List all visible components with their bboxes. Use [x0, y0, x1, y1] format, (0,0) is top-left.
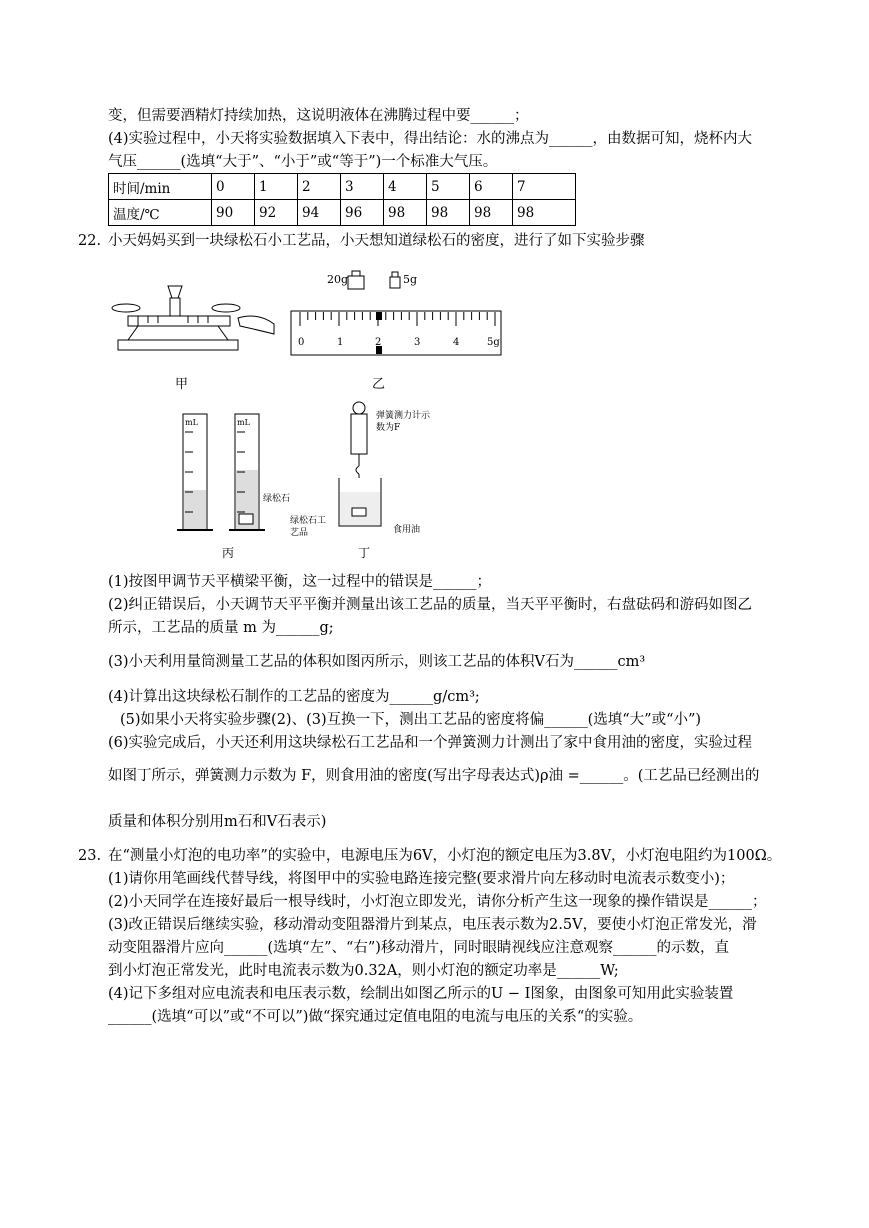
- text-line: (2)纠正错误后，小天调节天平平衡并测量出该工艺品的质量，当天平平衡时，右盘砝码和游码如图乙: [108, 597, 753, 613]
- unit-label: mL: [237, 418, 250, 427]
- weight-icon: [346, 270, 366, 290]
- table-cell: 6: [470, 174, 513, 200]
- figure-label: 甲: [175, 377, 189, 392]
- table-cell: 98: [427, 200, 470, 226]
- question-number: 23.: [78, 848, 102, 864]
- text-line: 所示，工艺品的质量 m 为______g;: [108, 620, 334, 636]
- cylinder-figure: [175, 410, 275, 538]
- text-line: (4)实验过程中，小天将实验数据填入下表中，得出结论：水的沸点为______，由数据可知，烧杯内大: [108, 131, 753, 147]
- question-number: 22.: [78, 233, 102, 249]
- text-line: 到小灯泡正常发光，此时电流表示数为0.32A，则小灯泡的额定功率是______W;: [108, 963, 619, 979]
- spring-label: 弹簧测力计示数为F: [376, 411, 431, 433]
- ruler-tick-label: 5g: [487, 337, 500, 348]
- table-row: [109, 174, 576, 200]
- text-line: 质量和体积分别用m石和V石表示): [108, 814, 327, 830]
- figure-label: 乙: [372, 377, 386, 392]
- ruler-tick-label: 1: [337, 337, 344, 348]
- table-cell: 98: [513, 200, 576, 226]
- text-line: (5)如果小天将实验步骤(2)、(3)互换一下，测出工艺品的密度将偏______(选填“大”或“小”): [120, 712, 702, 728]
- balance-figure: [108, 278, 278, 358]
- table-header: 温度/℃: [109, 200, 212, 226]
- text-line: (3)小天利用量筒测量工艺品的体积如图丙所示，则该工艺品的体积V石为______cm³: [108, 654, 646, 670]
- unit-label: mL: [185, 418, 198, 427]
- text-line: (2)小天同学在连接好最后一根导线时，小灯泡立即发光，请你分析产生这一现象的操作错误是______；: [108, 894, 767, 910]
- table-cell: 0: [212, 174, 255, 200]
- ruler-tick-label: 4: [453, 337, 460, 348]
- stone-label: 绿松石: [263, 494, 291, 504]
- weight-label: 5g: [403, 273, 418, 286]
- text-line: (4)记下多组对应电流表和电压表示数，绘制出如图乙所示的U − I图象，由图象可知用此实验装置: [108, 986, 734, 1002]
- ruler-figure: [290, 310, 502, 356]
- figure-label: 丙: [222, 546, 235, 560]
- text-line: (4)计算出这块绿松石制作的工艺品的密度为______g/cm³;: [108, 689, 480, 705]
- text-line: 如图丁所示，弹簧测力示数为 F，则食用油的密度(写出字母表达式)ρ油 =______。(工艺品已经测出的: [108, 768, 760, 784]
- question-intro: 在“测量小灯泡的电功率”的实验中，电源电压为6V，小灯泡的额定电压为3.8V，小灯泡电阻约为100Ω。: [108, 848, 782, 864]
- ruler-tick-label: 0: [298, 337, 305, 348]
- figure-label: 丁: [358, 546, 371, 560]
- table-cell: 90: [212, 200, 255, 226]
- table-cell: 5: [427, 174, 470, 200]
- table-cell: 92: [255, 200, 298, 226]
- oil-label: 食用油: [393, 525, 421, 535]
- table-cell: 2: [298, 174, 341, 200]
- craft-label: 绿松石工艺品: [290, 516, 327, 538]
- table-cell: 3: [341, 174, 384, 200]
- ruler-tick-label: 2: [375, 337, 382, 348]
- ruler-tick-label: 3: [414, 337, 421, 348]
- data-table: [108, 173, 576, 226]
- table-row: [109, 200, 576, 226]
- table-cell: 98: [384, 200, 427, 226]
- text-line: 气压______(选填“大于”、“小于”或“等于”)一个标准大气压。: [108, 154, 498, 170]
- text-line: 变，但需要酒精灯持续加热，这说明液体在沸腾过程中要______；: [108, 108, 529, 124]
- table-cell: 7: [513, 174, 576, 200]
- table-cell: 4: [384, 174, 427, 200]
- table-cell: 94: [298, 200, 341, 226]
- weight-icon: [388, 271, 402, 289]
- text-line: ______(选填“可以”或“不可以”)做“探究通过定值电阻的电流与电压的关系“的实验。: [108, 1009, 643, 1025]
- text-line: (6)实验完成后，小天还利用这块绿松石工艺品和一个弹簧测力计测出了家中食用油的密度，实验过程: [108, 735, 753, 751]
- table-cell: 98: [470, 200, 513, 226]
- question-intro: 小天妈妈买到一块绿松石小工艺品，小天想知道绿松石的密度，进行了如下实验步骤: [108, 233, 645, 249]
- table-cell: 1: [255, 174, 298, 200]
- weight-label: 20g: [327, 273, 349, 286]
- table-header: 时间/min: [109, 174, 212, 200]
- text-line: (1)按图甲调节天平横梁平衡，这一过程中的错误是______；: [108, 574, 492, 590]
- table-cell: 96: [341, 200, 384, 226]
- text-line: (3)改正错误后继续实验，移动滑动变阻器滑片到某点，电压表示数为2.5V，要使小灯泡正常发光，滑: [108, 917, 757, 933]
- text-line: 动变阻器滑片应向______(选填“左”、“右”)移动滑片，同时眼睛视线应注意观察______的示数，直: [108, 940, 729, 956]
- text-line: (1)请你用笔画线代替导线，将图甲中的实验电路连接完整(要求滑片向左移动时电流表示数变小)；: [108, 871, 735, 887]
